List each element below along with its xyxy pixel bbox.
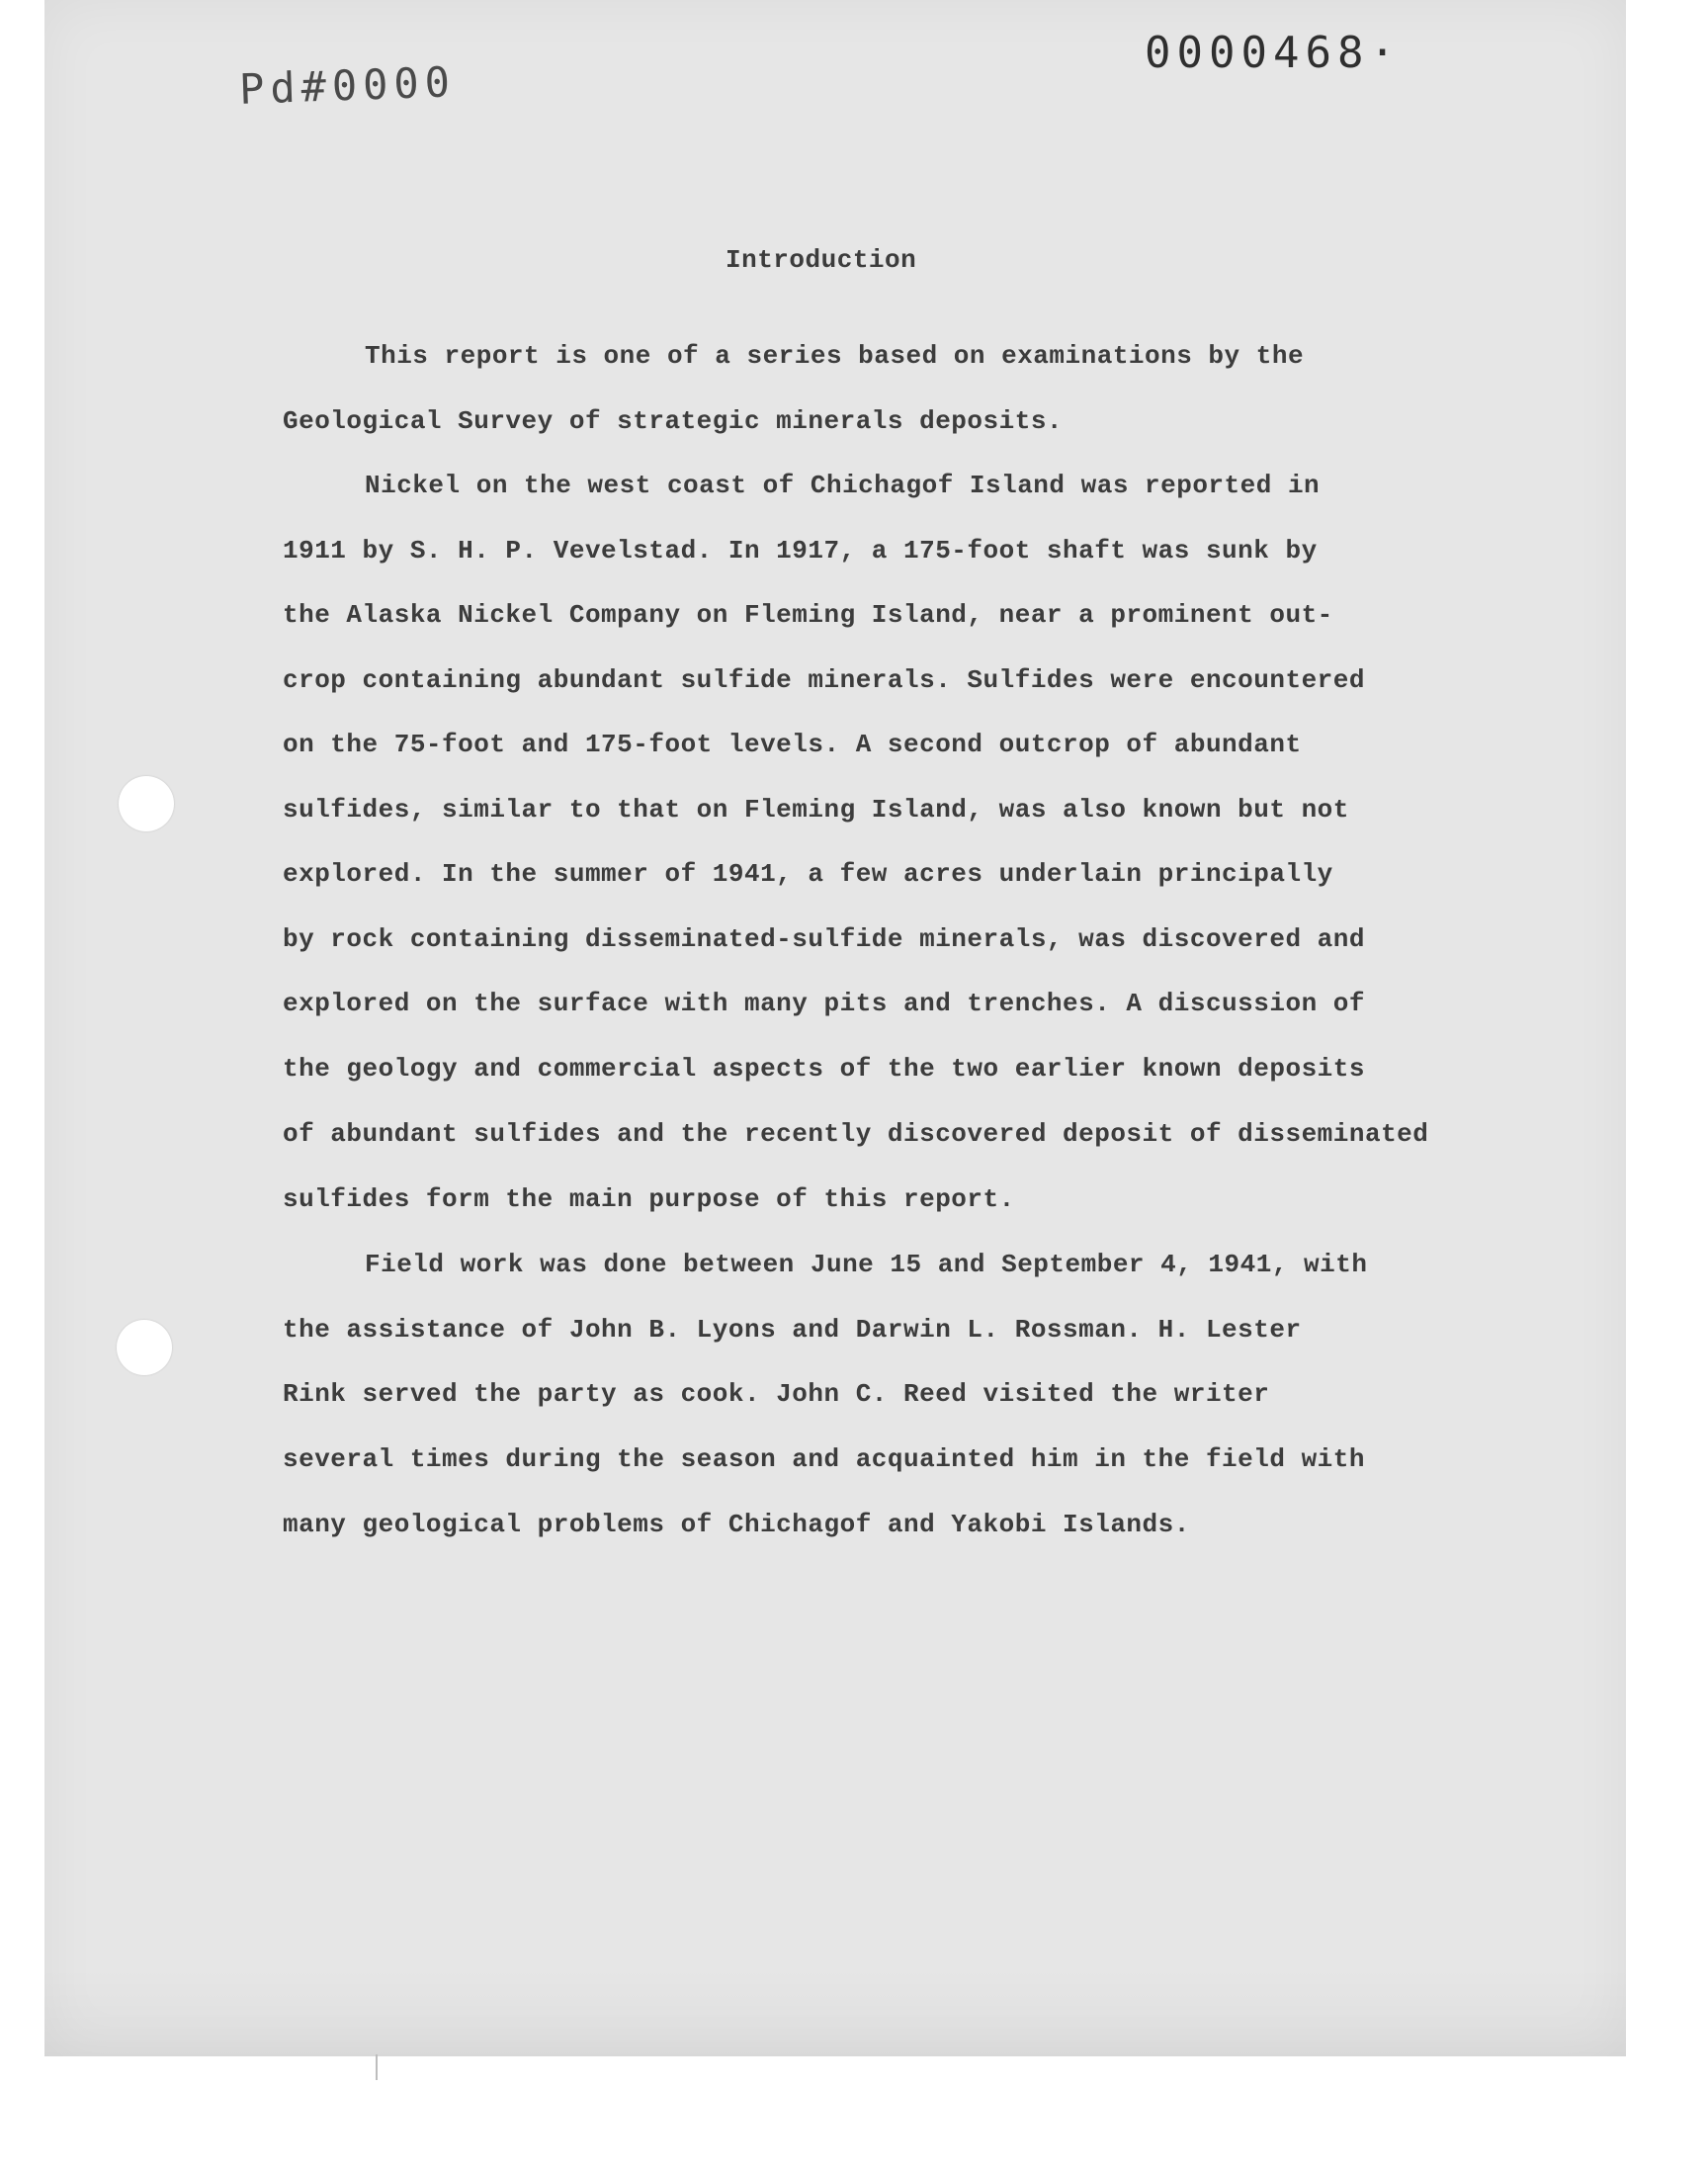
paper-bottom-shadow [44,1967,1626,2056]
paragraph-2-line-3: the Alaska Nickel Company on Fleming Island, near a prominent out- [283,600,1333,630]
paragraph-3-line-3: Rink served the party as cook. John C. Reed visited the writer [283,1379,1270,1409]
paragraph-2-line-10: the geology and commercial aspects of the two earlier known deposits [283,1054,1365,1084]
paragraph-1-line-1: This report is one of a series based on examinations by the [365,341,1305,371]
punch-hole-bottom [117,1320,172,1375]
paragraph-1-line-2: Geological Survey of strategic minerals deposits. [283,406,1064,436]
paragraph-2-line-7: explored. In the summer of 1941, a few acres underlain principally [283,859,1333,889]
paragraph-3-line-4: several times during the season and acquainted him in the field with [283,1444,1365,1474]
paragraph-3-line-2: the assistance of John B. Lyons and Darwin L. Rossman. H. Lester [283,1315,1302,1345]
page-stamp-right: 0000468· [1145,28,1402,78]
paragraph-2-line-6: sulfides, similar to that on Fleming Island, was also known but not [283,795,1349,825]
punch-hole-top [119,776,174,831]
paragraph-2-line-11: of abundant sulfides and the recently discovered deposit of disseminated [283,1119,1429,1149]
paragraph-2-line-4: crop containing abundant sulfide minerals. Sulfides were encountered [283,665,1365,695]
paragraph-2-line-5: on the 75-foot and 175-foot levels. A second outcrop of abundant [283,730,1302,759]
paragraph-2-line-1: Nickel on the west coast of Chichagof Island was reported in [365,471,1321,500]
paragraph-2-line-9: explored on the surface with many pits and trenches. A discussion of [283,989,1365,1018]
edge-tick-mark [376,2054,378,2080]
paragraph-2-line-8: by rock containing disseminated-sulfide minerals, was discovered and [283,924,1365,954]
paper-sheet [44,0,1626,2056]
paragraph-2-line-12: sulfides form the main purpose of this report. [283,1184,1015,1214]
paragraph-3-line-1: Field work was done between June 15 and September 4, 1941, with [365,1250,1368,1279]
page-stamp-left: Pd#0000 [238,57,457,114]
section-title: Introduction [726,245,917,275]
paragraph-3-line-5: many geological problems of Chichagof and Yakobi Islands. [283,1510,1190,1539]
paragraph-2-line-2: 1911 by S. H. P. Vevelstad. In 1917, a 175-foot shaft was sunk by [283,536,1318,566]
